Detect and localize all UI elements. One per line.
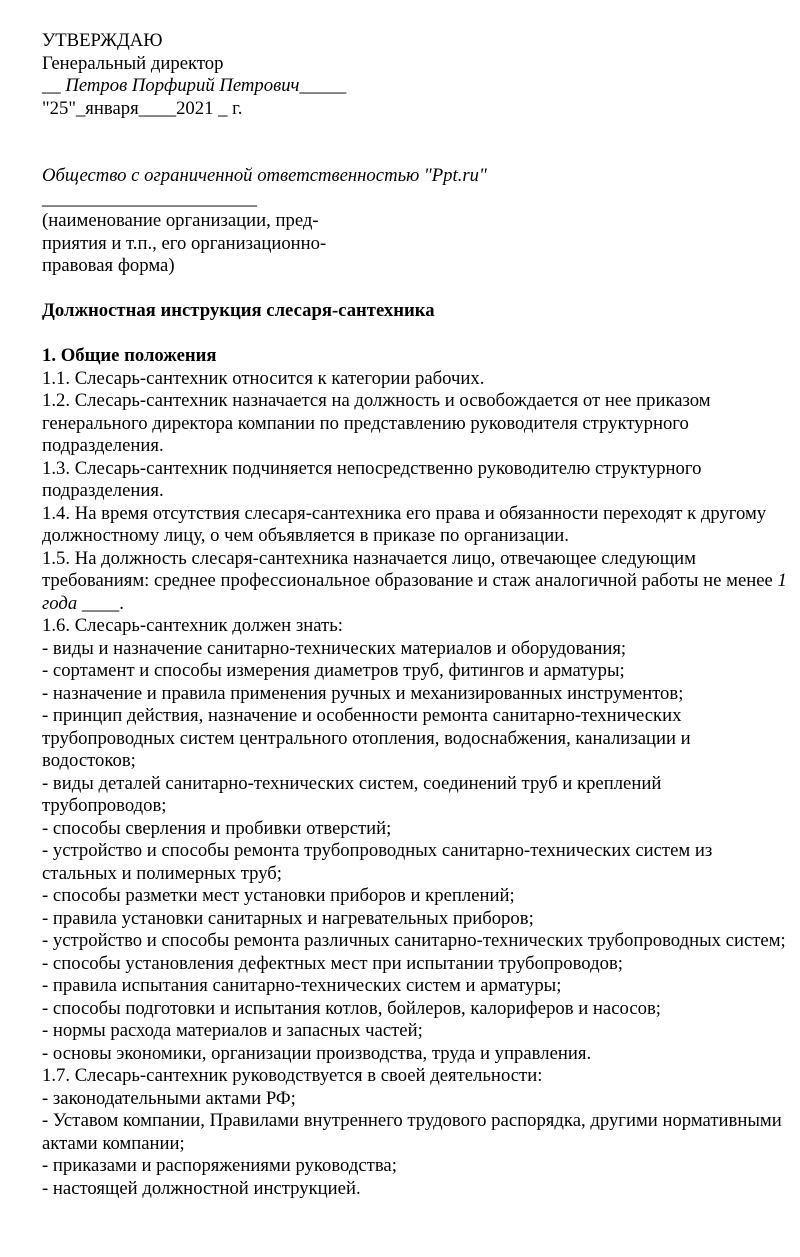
paragraph-text: 1.1. Слесарь-сантехник относится к категории рабочих. bbox=[42, 367, 485, 389]
paragraph bbox=[42, 908, 787, 931]
paragraph bbox=[42, 1043, 787, 1066]
company-caption-line-3: правовая форма) bbox=[42, 255, 175, 276]
paragraph bbox=[42, 773, 787, 818]
paragraph-text: - правила установки санитарных и нагревательных приборов; bbox=[42, 907, 534, 929]
paragraph-text: - законодательными актами РФ; bbox=[42, 1087, 296, 1109]
paragraph-text: - способы установления дефектных мест при испытании трубопроводов; bbox=[42, 952, 623, 974]
paragraph bbox=[42, 638, 787, 661]
spacer bbox=[42, 143, 787, 166]
company-caption-line-2: приятия и т.п., его организационно- bbox=[42, 232, 327, 254]
paragraph-text: 1.6. Слесарь-сантехник должен знать: bbox=[42, 615, 343, 636]
paragraph-text: - способы подготовки и испытания котлов, бойлеров, калориферов и насосов; bbox=[42, 997, 661, 1019]
signature-underscore-suffix: _____ bbox=[299, 75, 347, 96]
paragraph-text: - правила испытания санитарно-технических систем и арматуры; bbox=[42, 975, 562, 996]
paragraph bbox=[42, 953, 787, 976]
paragraph bbox=[42, 1088, 787, 1111]
paragraph bbox=[42, 683, 787, 706]
section-heading: 1. Общие положения bbox=[42, 345, 217, 366]
spacer bbox=[42, 278, 787, 301]
paragraph bbox=[42, 503, 787, 548]
paragraph bbox=[42, 368, 787, 391]
paragraph bbox=[42, 885, 787, 908]
paragraph-text: - назначение и правила применения ручных и механизированных инструментов; bbox=[42, 682, 684, 704]
paragraph-text: - виды и назначение санитарно-технических материалов и оборудования; bbox=[42, 637, 627, 659]
approval-signature-line bbox=[42, 75, 787, 98]
paragraph bbox=[42, 705, 787, 773]
paragraph bbox=[42, 998, 787, 1021]
spacer bbox=[42, 120, 787, 143]
paragraph-text: - принцип действия, назначение и особенности ремонта санитарно-технических трубопроводных систем центрального отопления, водоснабжения, канализации и водостоков; bbox=[42, 705, 691, 771]
approval-date-line: "25"_января____2021 _ г. bbox=[42, 97, 243, 119]
paragraph-text: 1.4. На время отсутствия слесаря-сантехника его права и обязанности переходят к другому должностному лицу, о чем объявляется в приказе по организации. bbox=[42, 502, 767, 546]
paragraph bbox=[42, 1020, 787, 1043]
section-body bbox=[42, 368, 787, 1201]
paragraph bbox=[42, 1110, 787, 1155]
paragraph-text: 1.5. На должность слесаря-сантехника назначается лицо, отвечающее следующим требованиям: среднее профессиональное образование и стаж аналогичной работы не менее bbox=[42, 547, 778, 591]
paragraph bbox=[42, 548, 787, 616]
paragraph-text: - способы разметки мест установки приборов и креплений; bbox=[42, 885, 515, 906]
approval-stamp: УТВЕРЖДАЮ bbox=[42, 30, 163, 51]
paragraph bbox=[42, 615, 787, 638]
paragraph bbox=[42, 840, 787, 885]
paragraph-text: - нормы расхода материалов и запасных частей; bbox=[42, 1020, 423, 1041]
paragraph bbox=[42, 1155, 787, 1178]
paragraph-text: - настоящей должностной инструкцией. bbox=[42, 1177, 361, 1199]
paragraph bbox=[42, 390, 787, 458]
paragraph bbox=[42, 1178, 787, 1201]
company-fill-in-line: _______________________ bbox=[42, 187, 257, 209]
paragraph-text: - устройство и способы ремонта трубопроводных санитарно-технических систем из стальных и полимерных труб; bbox=[42, 840, 713, 884]
paragraph bbox=[42, 1065, 787, 1088]
paragraph bbox=[42, 975, 787, 998]
signature-underscore-prefix: __ bbox=[42, 75, 66, 96]
paragraph-text: 1.2. Слесарь-сантехник назначается на должность и освобождается от нее приказом генерального директора компании по представлению руководителя структурного подразделения. bbox=[42, 390, 711, 456]
director-name: Петров Порфирий Петрович bbox=[65, 75, 300, 96]
paragraph-text: - устройство и способы ремонта различных санитарно-технических трубопроводных систем; bbox=[42, 930, 786, 951]
approval-role: Генеральный директор bbox=[42, 52, 224, 74]
fill-in-value: 1 года bbox=[42, 570, 787, 614]
paragraph-text: - виды деталей санитарно-технических систем, соединений труб и креплений трубопроводов; bbox=[42, 772, 662, 816]
paragraph bbox=[42, 930, 787, 953]
paragraph-text: - сортамент и способы измерения диаметров труб, фитингов и арматуры; bbox=[42, 660, 625, 681]
paragraph-text: - основы экономики, организации производства, труда и управления. bbox=[42, 1042, 592, 1064]
paragraph bbox=[42, 818, 787, 841]
paragraph bbox=[42, 458, 787, 503]
paragraph-text: - Уставом компании, Правилами внутреннего трудового распорядка, другими нормативными актами компании; bbox=[42, 1110, 782, 1154]
paragraph-text: - приказами и распоряжениями руководства; bbox=[42, 1155, 397, 1176]
document-title: Должностная инструкция слесаря-сантехника bbox=[42, 300, 435, 321]
paragraph bbox=[42, 660, 787, 683]
company-caption-line-1: (наименование организации, пред- bbox=[42, 210, 319, 231]
paragraph-text: - способы сверления и пробивки отверстий; bbox=[42, 817, 392, 839]
paragraph-text: ____. bbox=[77, 592, 124, 614]
spacer bbox=[42, 323, 787, 346]
paragraph-text: 1.7. Слесарь-сантехник руководствуется в своей деятельности: bbox=[42, 1065, 543, 1086]
company-name: Общество с ограниченной ответственностью "Ppt.ru" bbox=[42, 165, 487, 186]
paragraph-text: 1.3. Слесарь-сантехник подчиняется непосредственно руководителю структурного подразделения. bbox=[42, 457, 702, 501]
